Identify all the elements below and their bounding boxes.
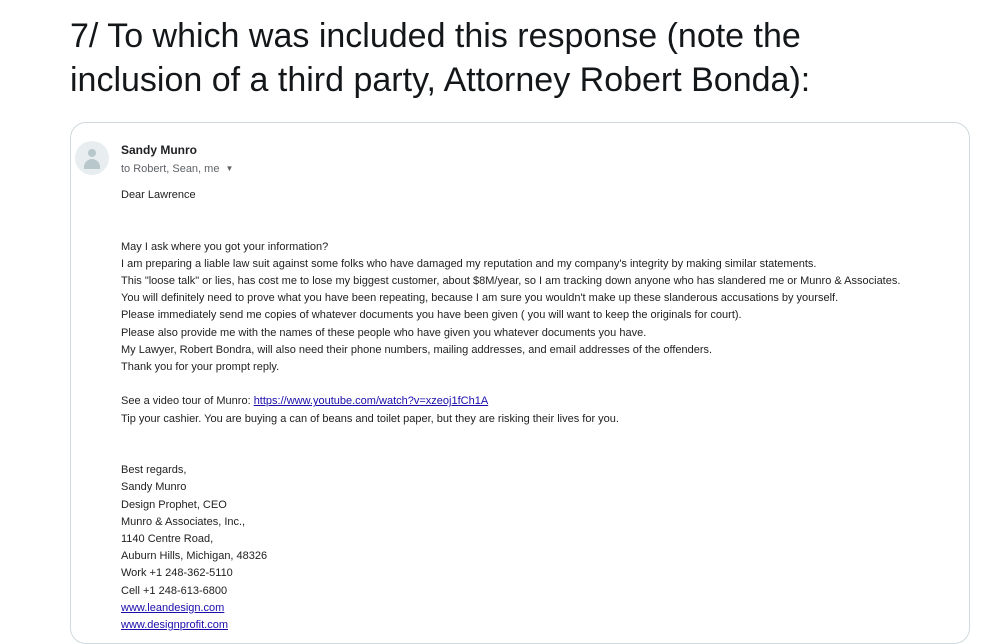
recipients-text: to Robert, Sean, me (121, 163, 220, 175)
body-line: You will definitely need to prove what you have been repeating, because I am sure you wouldn't make up these slanderous accusations by yourself. (121, 292, 839, 305)
signature-link[interactable]: www.designprofit.com (121, 619, 228, 631)
signature-cell-phone: Cell +1 248-613-6800 (121, 584, 228, 597)
signature-work-phone: Work +1 248-362-5110 (121, 567, 233, 580)
recipients-line[interactable] (121, 163, 233, 175)
signature-company: Munro & Associates, Inc., (121, 515, 246, 528)
caret-down-icon[interactable]: ▼ (225, 164, 234, 173)
body-line: Thank you for your prompt reply. (121, 361, 280, 373)
body-line: I am preparing a liable law suit against some folks who have damaged my reputation and my company's integrity by making similar statements. (121, 257, 817, 270)
body-line: Please immediately send me copies of whatever documents you have been given ( you will want to keep the originals for court). (121, 309, 742, 322)
email-screenshot-card[interactable] (70, 122, 970, 644)
person-icon (75, 141, 109, 175)
video-line (121, 393, 961, 410)
tweet-text-line: inclusion of a third party, Attorney Robert Bonda): (70, 61, 811, 99)
email-body (121, 187, 961, 634)
greeting: Dear Lawrence (121, 189, 196, 201)
signature-street: 1140 Centre Road, (121, 532, 214, 545)
sender-name: Sandy Munro (121, 143, 198, 157)
body-line: May I ask where you got your information? (121, 240, 329, 253)
signature-name: Sandy Munro (121, 481, 187, 494)
signature-city: Auburn Hills, Michigan, 48326 (121, 550, 268, 563)
body-line: My Lawyer, Robert Bondra, will also need their phone numbers, mailing addresses, and email addresses of the offenders. (121, 343, 713, 356)
tip-line: Tip your cashier. You are buying a can of beans and toilet paper, but they are risking their lives for you. (121, 412, 619, 425)
tweet-text (70, 14, 970, 102)
signature-link[interactable]: www.leandesign.com (121, 601, 225, 614)
body-line: This "loose talk" or lies, has cost me to lose my biggest customer, about $8M/year, so I am tracking down anyone who has slandered me or Munro & Associates. (121, 274, 901, 287)
signature-closing: Best regards, (121, 464, 187, 477)
video-link[interactable]: https://www.youtube.com/watch?v=xzeoj1fCh1A (253, 395, 489, 408)
video-label: See a video tour of Munro: (121, 395, 254, 408)
tweet-text-line: 7/ To which was included this response (note the (70, 17, 801, 55)
signature-title: Design Prophet, CEO (121, 498, 227, 511)
body-line: Please also provide me with the names of these people who have given you whatever documents you have. (121, 326, 647, 339)
